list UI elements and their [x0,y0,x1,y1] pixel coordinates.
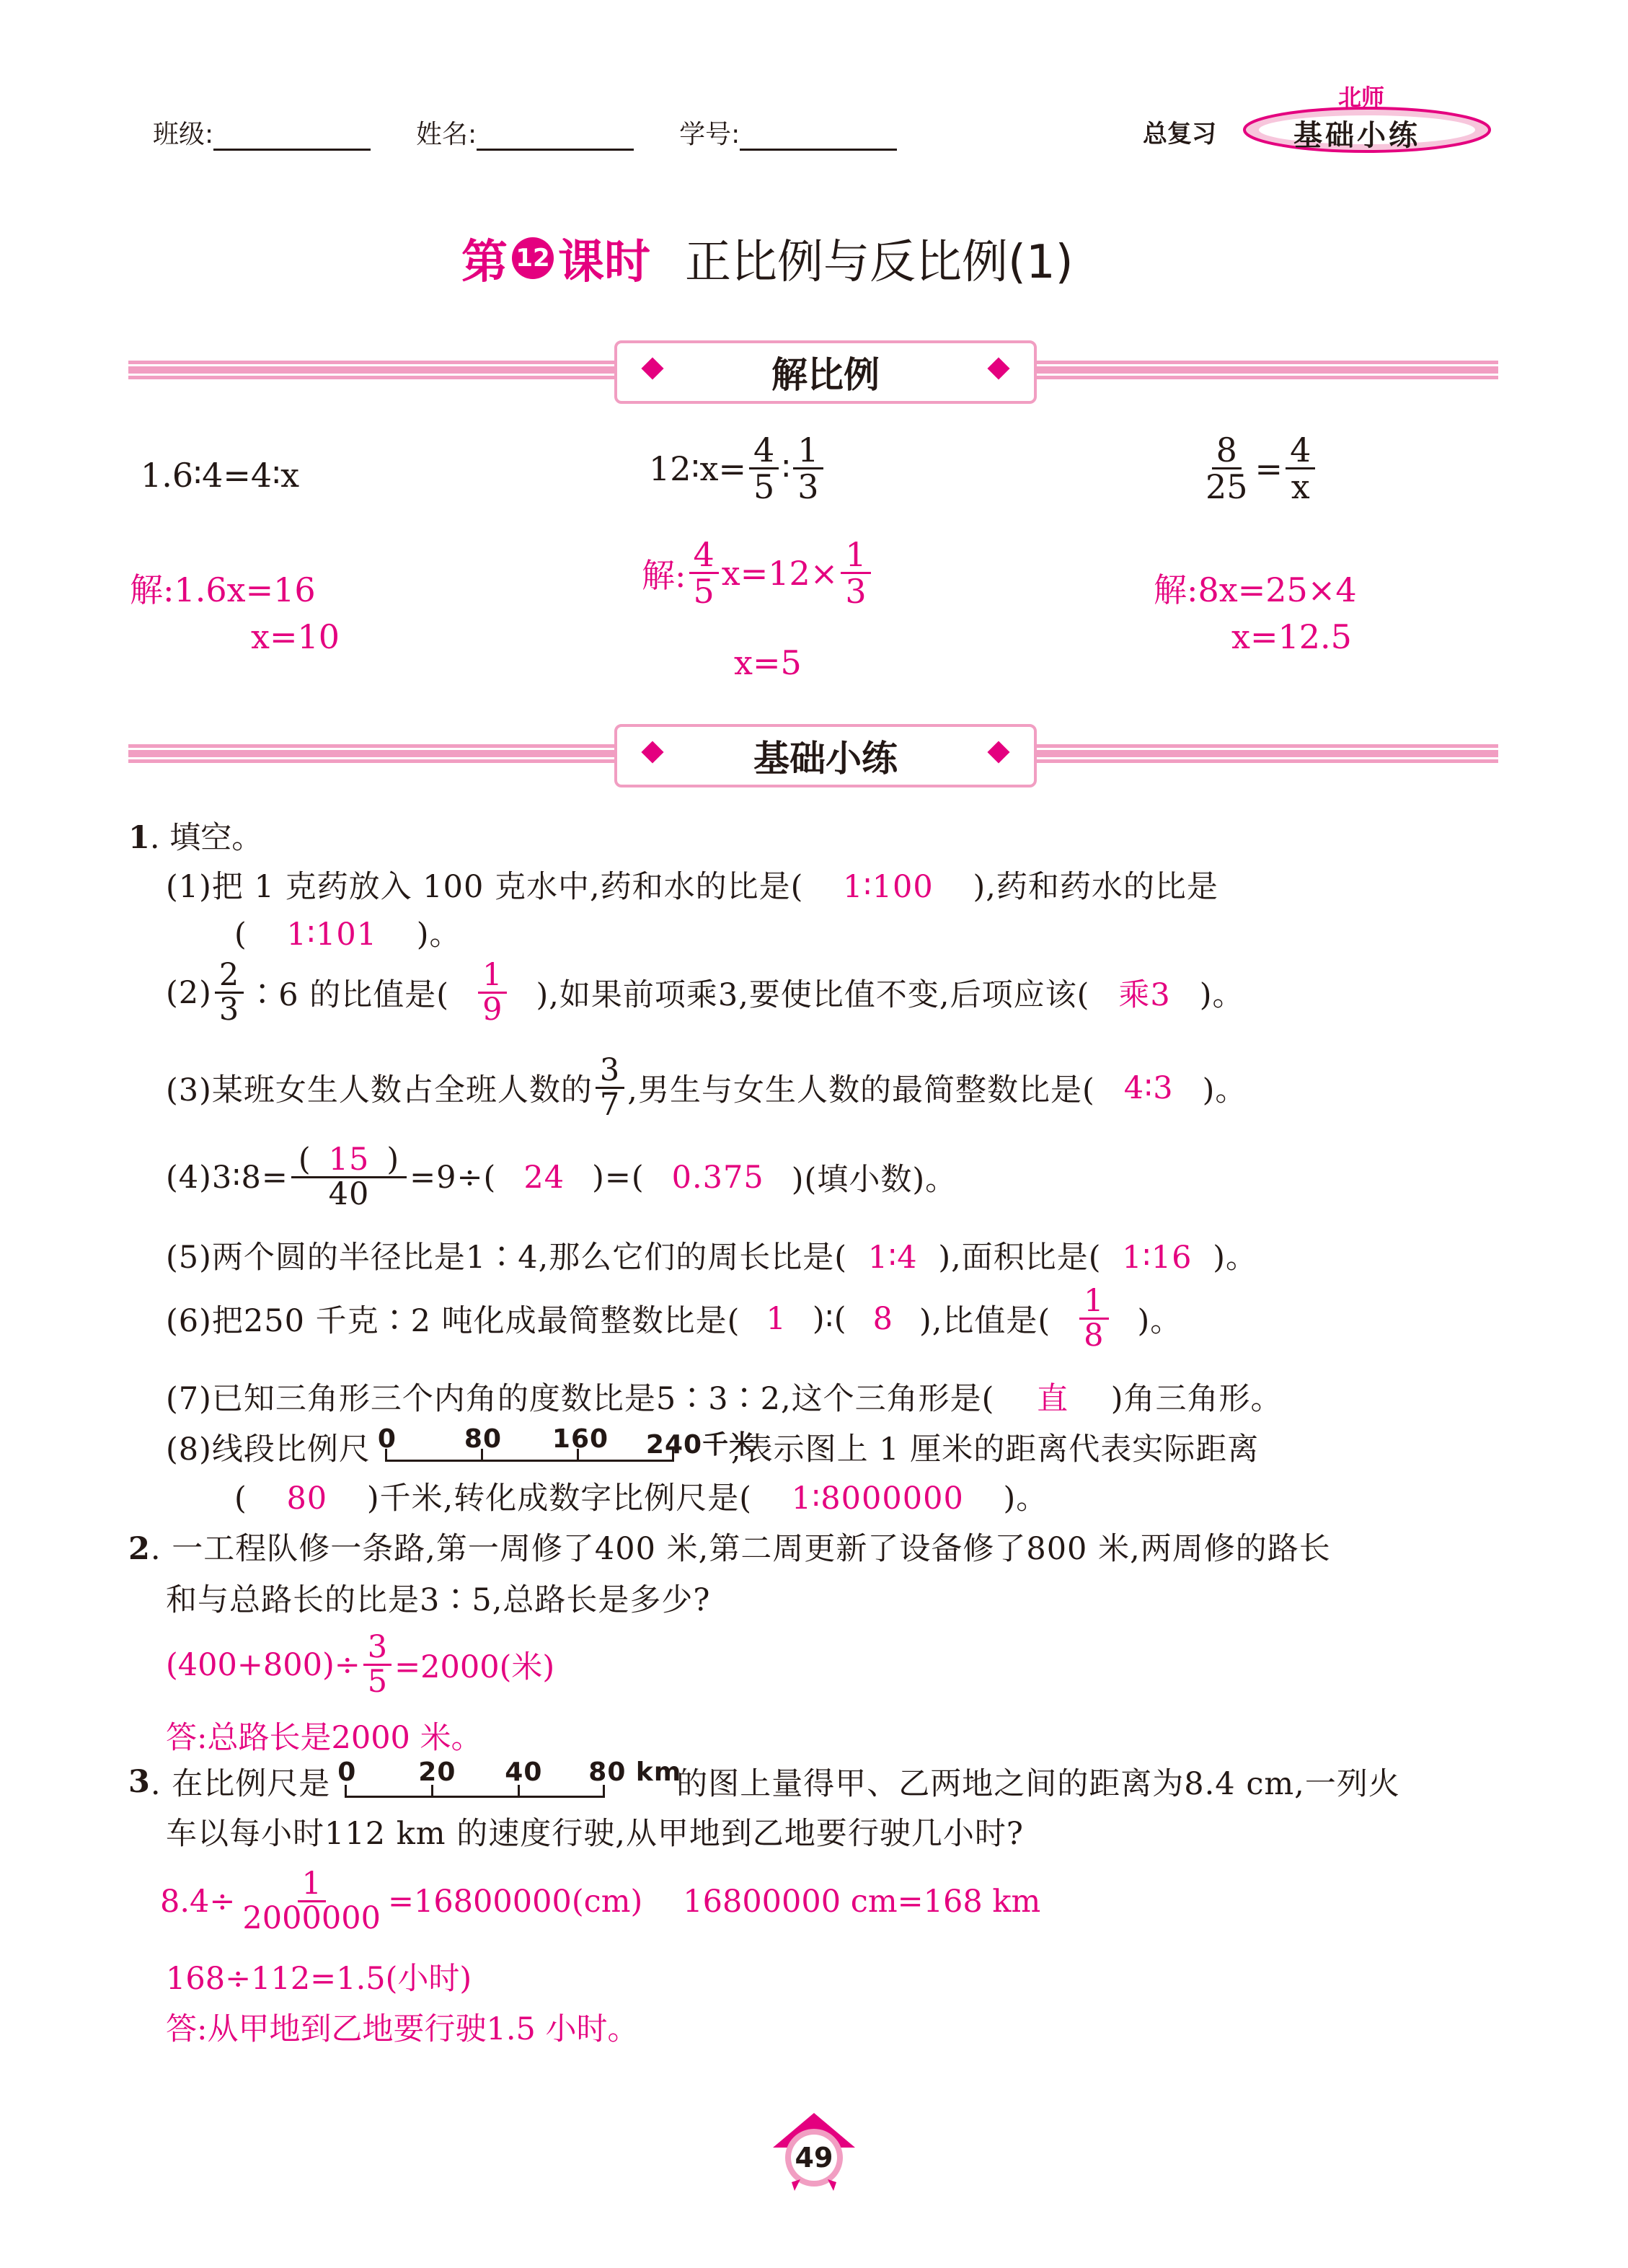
denominator: 25 [1205,467,1248,507]
part-text: (8)线段比例尺 [166,1431,371,1468]
diamond-icon [641,357,663,379]
scale-label: 40 [505,1757,543,1787]
numerator: 1 [1079,1285,1108,1320]
part-text: ( [234,917,247,953]
part-text: (7)已知三角形三个内角的度数比是5∶3∶2,这个三角形是( [166,1381,995,1417]
answer-fill: 80 [286,1481,328,1517]
numerator: 2 [215,959,244,994]
answer-text: x=12× [721,553,839,593]
numerator: 4 [1286,433,1315,469]
fraction [215,959,244,1026]
ratio-sign: ∶ [782,449,791,488]
question-text: . 一工程队修一条路,第一周修了400 米,第二周更新了设备修了800 米,两周修的路长 [150,1531,1331,1567]
section2-title: 基础小练 [753,738,898,780]
question-number: 2 [128,1531,151,1567]
answer-fill: 15 [328,1142,370,1178]
fraction [841,535,870,612]
question-number: 3 [128,1763,151,1800]
question-3-solution-2: 168÷112=1.5(小时) [166,1961,472,1997]
series-label: 总复习 [1143,120,1216,149]
line-scale-20km [337,1757,682,1802]
question-3 [128,1757,1400,1853]
answer-fill: 1∶16 [1122,1240,1193,1276]
answer-fraction [1079,1285,1108,1352]
denominator: x [1291,467,1310,507]
question-2-solution [166,1631,554,1698]
question-text: 的图上量得甲、乙两地之间的距离为8.4 cm,一列火 [676,1766,1400,1802]
line-scale-80km [377,1424,756,1466]
page-number: 49 [795,2142,833,2174]
denominator: 5 [693,572,715,612]
part-text: (6)把250 千克∶2 吨化成最简整数比是( [166,1303,740,1340]
part-text: )角三角形。 [1110,1381,1283,1417]
fraction [238,1868,385,1935]
brand-main: 基础小练 [1293,119,1420,152]
answer-fill: 1∶100 [843,869,934,905]
numerator: 1 [841,537,870,574]
answer-fill: 乘3 [1118,977,1171,1014]
fraction [1201,433,1252,505]
solution-text: =16800000(cm) [387,1883,643,1920]
fraction [689,535,719,612]
q1-part3 [166,1052,1247,1124]
answer-line: 解:8x=25×4 [1154,570,1357,609]
scale-label: 20 [418,1757,456,1787]
question-2-answer: 答:总路长是2000 米。 [166,1720,482,1756]
scale-label: 80 km [588,1757,682,1787]
answer-fill: 1∶4 [867,1240,918,1276]
lesson-prefix: 第 [461,236,508,289]
part-text: )。 [1202,1072,1247,1109]
numerator: 1 [298,1868,326,1902]
scale-label: 160 [552,1424,609,1454]
question-1-heading [128,813,262,857]
scale-label: 0 [337,1757,357,1787]
question-number: 1 [128,820,150,856]
diamond-icon [987,741,1009,763]
q1-part8 [166,1425,1259,1469]
denominator: 40 [328,1176,370,1213]
denominator: 5 [367,1664,388,1700]
diamond-icon [641,741,663,763]
part-text: (5)两个圆的半径比是1∶4,那么它们的周长比是( [166,1240,848,1276]
answer-line: x=5 [734,643,802,682]
proportion-problem-2 [649,433,826,505]
part-text: )∶( [812,1300,847,1337]
denominator: 5 [753,467,775,507]
solution-text: (400+800)÷ [166,1646,360,1683]
numerator: 1 [793,433,823,469]
part-text: ),如果前项乘3,要使比值不变,后项应该( [536,977,1090,1014]
part-text: )。 [1199,977,1244,1014]
scale-bar [345,1796,604,1798]
section2-banner [614,724,1037,787]
denominator: 7 [599,1087,621,1124]
answer-line: x=12.5 [1231,617,1352,656]
q1-part4 [166,1144,957,1211]
part-text: )。 [1213,1240,1257,1276]
fraction [596,1052,624,1124]
denominator: 3 [797,467,819,507]
fraction [1286,433,1315,505]
fraction [749,433,779,505]
numerator: 3 [596,1054,624,1089]
numerator: 3 [363,1631,391,1666]
answer-fill: 0.375 [671,1159,764,1196]
denominator: 2000000 [242,1900,381,1937]
denominator: 3 [218,992,240,1028]
lesson-topic: 正比例与反比例(1) [685,236,1074,289]
solution-text: =2000(米) [394,1649,555,1686]
scale-label: 0 [377,1424,397,1454]
part-text: ),比值是( [919,1303,1051,1340]
proportion-answer-3 [1154,564,1357,656]
proportion-problem-1 [141,456,299,495]
id-label: 学号: [679,120,740,149]
question-3-solution-1 [160,1868,1040,1935]
numerator: 4 [689,537,719,574]
section1-title: 解比例 [771,354,880,396]
q1-part1 [166,862,1218,906]
proportion-answer-1 [130,564,340,656]
answer-fraction [478,959,507,1026]
scale-bar [385,1460,673,1462]
id-blank [740,120,897,151]
question-3-answer: 答:从甲地到乙地要行驶1.5 小时。 [166,2011,639,2047]
part-text: ∶6 的比值是( [247,977,450,1014]
name-blank [477,120,634,151]
lesson-number-badge: 12 [512,237,554,279]
q1-part7 [166,1375,1283,1418]
part-text: )。 [416,917,461,953]
answer-fill: 1 [766,1300,787,1337]
part-text: ),面积比是( [938,1240,1102,1276]
problem-question: 1.6∶4=4∶x [141,456,300,495]
brand-logo [1239,79,1495,156]
answer-fill: 4∶3 [1123,1069,1174,1106]
denominator: 8 [1084,1318,1105,1354]
solution-text: 16800000 cm=168 km [683,1883,1041,1920]
fraction [291,1144,407,1211]
proportion-answer-2 [642,535,874,612]
part-text: (2) [166,974,212,1011]
numerator: 4 [749,433,779,469]
question-text: 12∶x= [649,449,746,488]
diamond-icon [987,357,1009,379]
class-blank [213,120,371,151]
section1-banner [614,340,1037,404]
page-number-badge [770,2110,858,2194]
proportion-problem-3 [1198,433,1318,505]
solution-text: 8.4÷ [160,1883,236,1920]
denominator: 9 [482,992,503,1028]
part-text: )千米,转化成数字比例尺是( [366,1481,753,1517]
question-text: . 在比例尺是 [150,1766,331,1802]
question-text: . 填空。 [149,820,263,856]
part-text: =9÷( [410,1159,497,1196]
part-text: ( [234,1481,247,1517]
paren: ( [298,1142,311,1178]
answer-fill: 1∶8000000 [791,1481,964,1517]
name-label: 姓名: [416,120,477,149]
part-text: ,男生与女生人数的最简整数比是( [627,1072,1095,1109]
page-title [461,225,1074,291]
equals-sign: = [1255,449,1283,488]
scale-label: 240千米 [645,1429,756,1460]
question-text: 车以每小时112 km 的速度行驶,从甲地到乙地要行驶几小时? [166,1816,1024,1852]
q1-part1-cont [234,910,461,954]
answer-fill: 24 [523,1159,565,1196]
answer-prefix: 解: [642,555,686,595]
lesson-suffix: 课时 [558,236,650,289]
brand-top: 北师 [1338,84,1385,111]
scale-label: 80 [464,1424,503,1454]
numerator: 1 [478,959,507,994]
part-text: (4)3∶8= [166,1159,288,1196]
part-text: )。 [1003,1481,1048,1517]
numerator: 8 [1212,433,1242,469]
denominator: 3 [845,572,867,612]
paren: ) [386,1142,400,1178]
answer-line: x=10 [251,617,340,656]
question-text: 和与总路长的比是3∶5,总路长是多少? [166,1582,711,1618]
q1-part6 [166,1285,1182,1352]
answer-fill: 1∶101 [286,917,378,953]
numerator [291,1144,407,1178]
answer-fill: 直 [1037,1381,1069,1417]
q1-part2 [166,959,1244,1026]
q1-part5 [166,1233,1257,1277]
fraction [363,1631,391,1698]
class-label: 班级: [153,120,214,149]
part-text: )。 [1137,1303,1182,1340]
q1-part8-cont [234,1474,1048,1518]
part-text: )=( [592,1159,645,1196]
question-2 [128,1524,1331,1620]
header-info [153,114,897,151]
fraction [793,433,823,505]
part-text: )(填小数)。 [791,1162,957,1199]
part-text: (1)把 1 克药放入 100 克水中,药和水的比是( [166,869,804,905]
part-text: ),药和药水的比是 [973,869,1218,905]
answer-line: 解:1.6x=16 [130,570,316,609]
part-text: (3)某班女生人数占全班人数的 [166,1072,593,1109]
part-text: ,表示图上 1 厘米的距离代表实际距离 [730,1431,1260,1468]
answer-fill: 8 [872,1300,893,1337]
